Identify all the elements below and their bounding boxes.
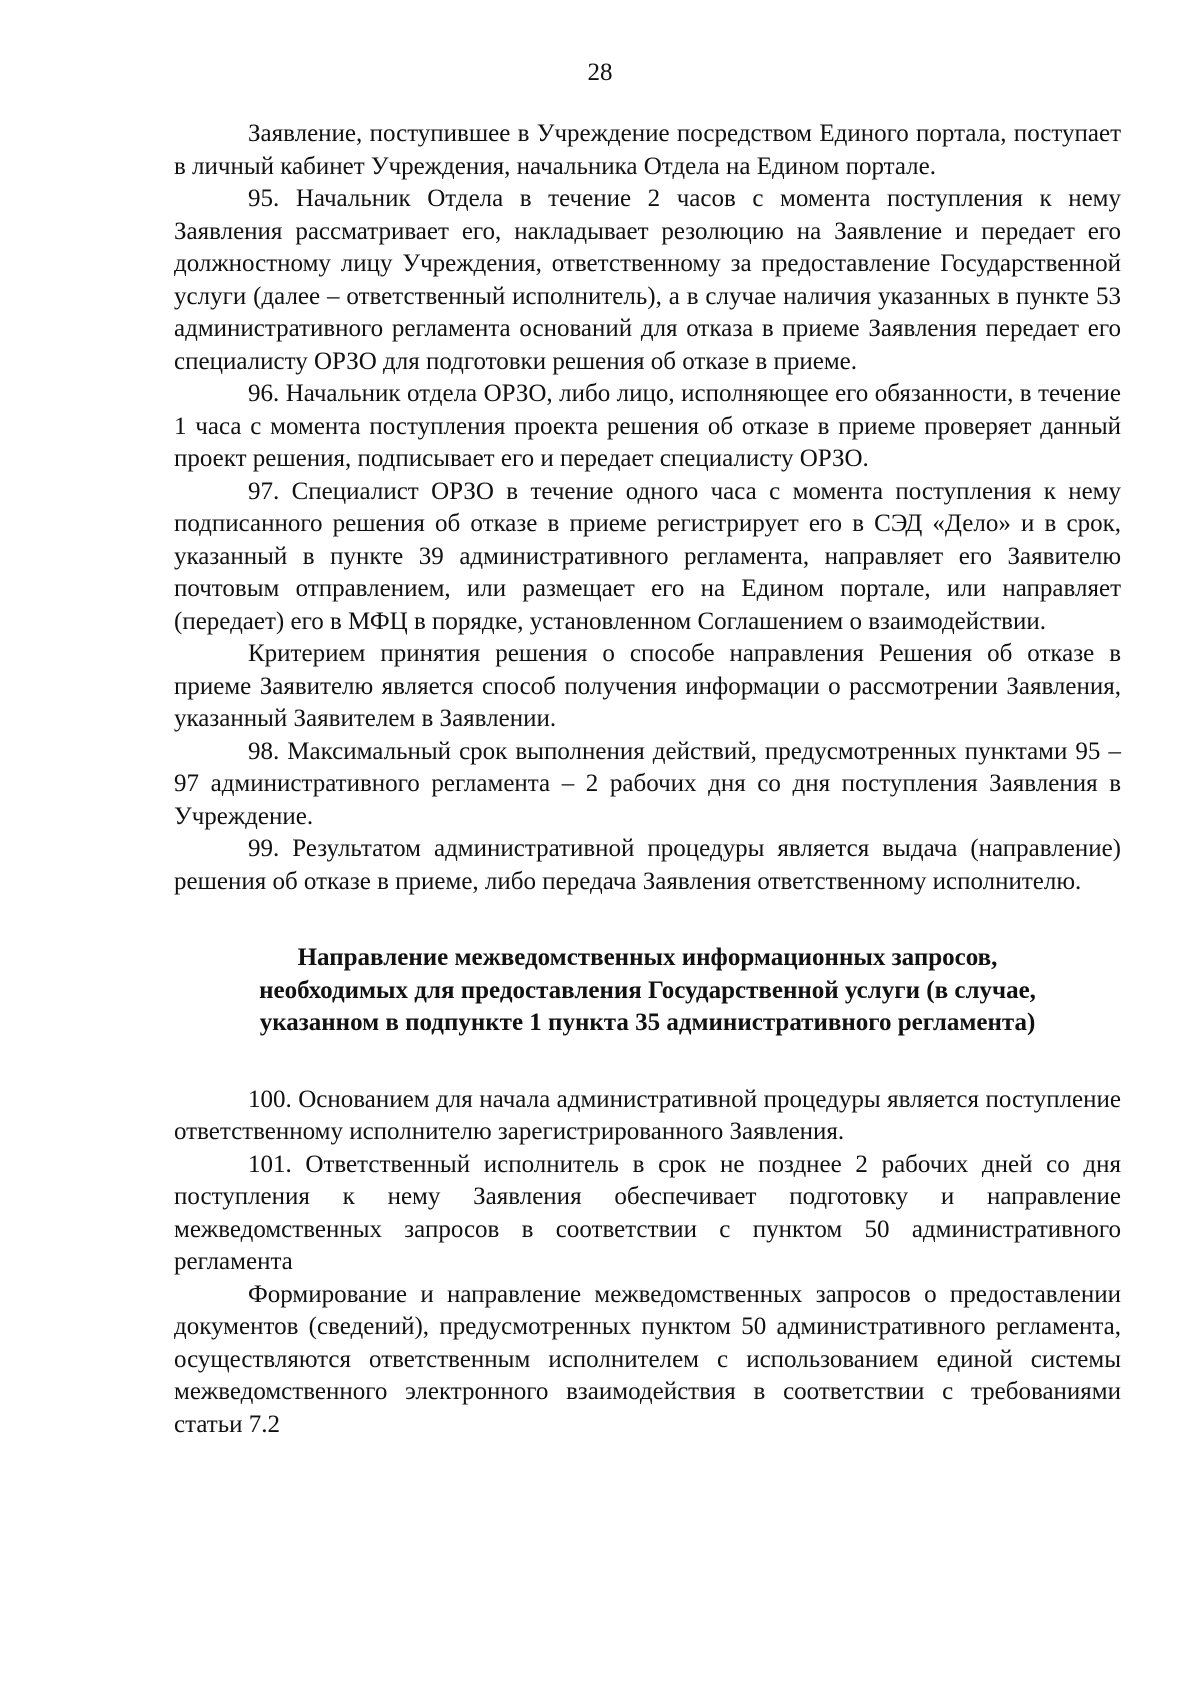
section-heading-line-3: указанном в подпункте 1 пункта 35 административного регламента) — [259, 1009, 1036, 1036]
paragraph-item-99: 99. Результатом административной процедуры является выдача (направление) решения об отказе в приеме, либо передача Заявления ответственному исполнителю. — [174, 835, 1121, 895]
document-body — [174, 118, 1121, 1441]
page-number: 28 — [587, 59, 613, 86]
section-heading — [174, 942, 1121, 1040]
paragraph-portal-application: Заявление, поступившее в Учреждение посредством Единого портала, поступает в личный кабинет Учреждения, начальника Отдела на Едином портале. — [174, 120, 1121, 180]
paragraph-item-98: 98. Максимальный срок выполнения действий, предусмотренных пунктами 95 – 97 административного регламента – 2 рабочих дня со дня поступления Заявления в Учреждение. — [174, 737, 1121, 830]
paragraph-item-96: 96. Начальник отдела ОРЗО, либо лицо, исполняющее его обязанности, в течение 1 часа с момента поступления проекта решения об отказе в приеме проверяет данный проект решения, подписывает его и передает специалисту ОРЗО. — [174, 380, 1121, 472]
paragraph-item-95: 95. Начальник Отдела в течение 2 часов с момента поступления к нему Заявления рассматривает его, накладывает резолюцию на Заявление и передает его должностному лицу Учреждения, ответственному за предоставление Государственной услуги (далее – ответственный исполнитель), а в случае наличия указанных в пункте 53 административного регламента оснований для отказа в приеме Заявления передает его специалисту ОРЗО для подготовки решения об отказе в приеме. — [174, 185, 1121, 375]
paragraph-item-100: 100. Основанием для начала административной процедуры является поступление ответственному исполнителю зарегистрированного Заявления. — [174, 1085, 1121, 1145]
paragraph-item-101: 101. Ответственный исполнитель в срок не позднее 2 рабочих дней со дня поступления к нему Заявления обеспечивает подготовку и направление межведомственных запросов в соответствии с пунктом 50 административного регламента — [174, 1150, 1121, 1275]
section-heading-line-1: Направление межведомственных информационных запросов, — [297, 944, 998, 971]
paragraph-decision-criterion: Критерием принятия решения о способе направления Решения об отказе в приеме Заявителю является способ получения информации о рассмотрении Заявления, указанный Заявителем в Заявлении. — [174, 640, 1121, 732]
section-heading-line-2: необходимых для предоставления Государственной услуги (в случае, — [259, 976, 1036, 1004]
paragraph-request-formation: Формирование и направление межведомственных запросов о предоставлении документов (сведений), предусмотренных пунктом 50 административного регламента, осуществляются ответственным исполнителем с использованием единой системы межведомственного электронного взаимодействия в соответствии с требованиями статьи 7.2 — [174, 1280, 1121, 1438]
paragraph-item-97: 97. Специалист ОРЗО в течение одного часа с момента поступления к нему подписанного решения об отказе в приеме регистрирует его в СЭД «Дело» и в срок, указанный в пункте 39 административного регламента, направляет его Заявителю почтовым отправлением, или размещает его на Едином портале, или направляет (передает) его в МФЦ в порядке, установленном Соглашением о взаимодействии. — [174, 477, 1121, 635]
